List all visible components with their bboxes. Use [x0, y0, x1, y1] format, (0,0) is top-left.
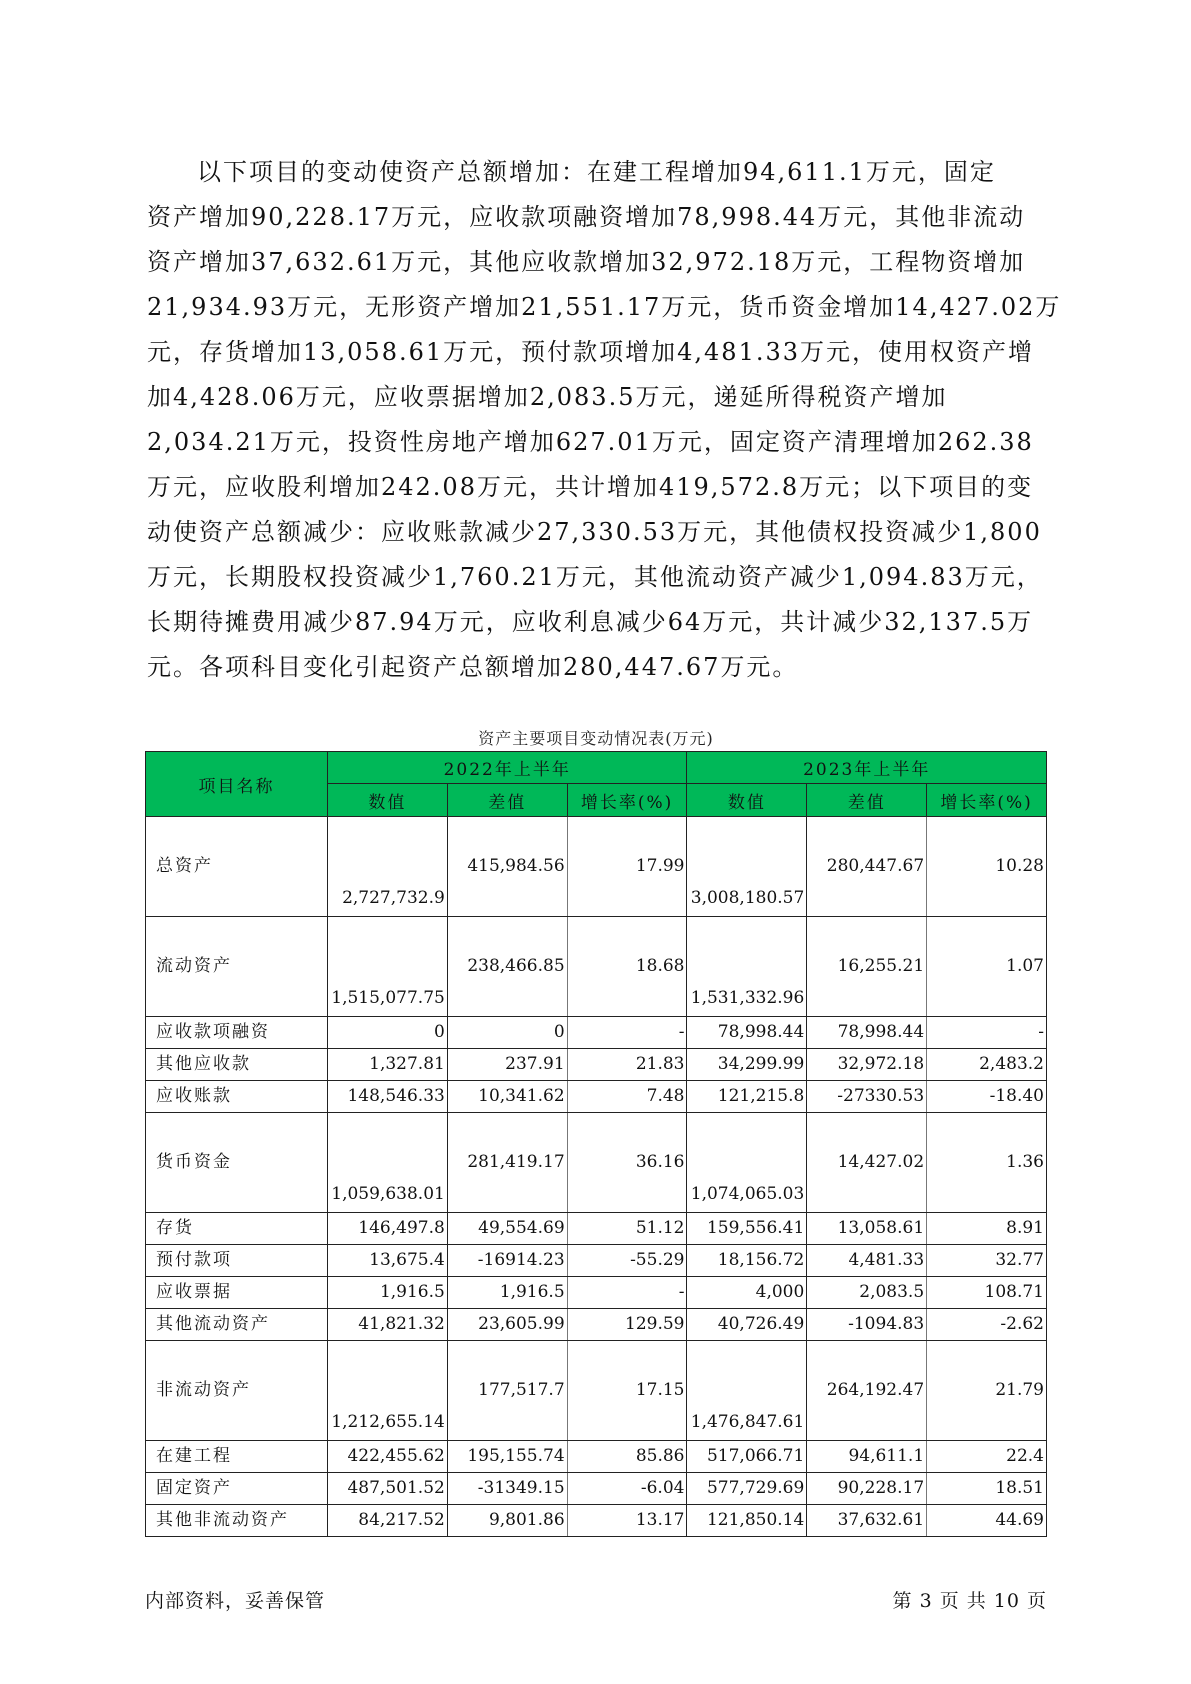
table-row [146, 1277, 1047, 1309]
cell-diff-2022: 49,554.69 [447, 1213, 567, 1245]
cell-diff-2023: 13,058.61 [807, 1213, 927, 1245]
cell-value-2023: 78,998.44 [687, 1017, 807, 1049]
row-item-name: 应收款项融资 [146, 1017, 328, 1049]
cell-value-2023: 517,066.71 [687, 1441, 807, 1473]
cell-value-2022: 487,501.52 [328, 1473, 448, 1505]
cell-diff-2022: 237.91 [447, 1049, 567, 1081]
cell-diff-2023: -27330.53 [807, 1081, 927, 1113]
row-item-name: 总资产 [146, 817, 328, 917]
cell-growth-2022: 7.48 [567, 1081, 687, 1113]
table-row [146, 1441, 1047, 1473]
cell-value-2022: 146,497.8 [328, 1213, 448, 1245]
cell-diff-2022: -31349.15 [447, 1473, 567, 1505]
table-row [146, 1473, 1047, 1505]
cell-value-2022: 1,059,638.01 [328, 1113, 448, 1213]
cell-diff-2023: 78,998.44 [807, 1017, 927, 1049]
cell-value-2023: 159,556.41 [687, 1213, 807, 1245]
cell-growth-2023: 32.77 [927, 1245, 1047, 1277]
table-row [146, 817, 1047, 917]
header-growth-2022: 增长率(%) [567, 784, 687, 817]
row-item-name: 应收票据 [146, 1277, 328, 1309]
cell-diff-2023: 16,255.21 [807, 917, 927, 1017]
paragraph-line: 资产增加90,228.17万元，应收款项融资增加78,998.44万元，其他非流动 [147, 203, 1026, 231]
paragraph-line: 资产增加37,632.61万元，其他应收款增加32,972.18万元，工程物资增加 [147, 248, 1026, 276]
cell-diff-2023: 32,972.18 [807, 1049, 927, 1081]
row-item-name: 其他应收款 [146, 1049, 328, 1081]
cell-value-2022: 1,327.81 [328, 1049, 448, 1081]
cell-diff-2022: -16914.23 [447, 1245, 567, 1277]
paragraph-line: 21,934.93万元，无形资产增加21,551.17万元，货币资金增加14,427.02万 [147, 293, 1062, 321]
paragraph-line: 以下项目的变动使资产总额增加：在建工程增加94,611.1万元，固定 [197, 158, 996, 186]
paragraph-line: 加4,428.06万元，应收票据增加2,083.5万元，递延所得税资产增加 [147, 383, 948, 411]
cell-diff-2023: 90,228.17 [807, 1473, 927, 1505]
cell-growth-2022: -6.04 [567, 1473, 687, 1505]
cell-growth-2022: 17.99 [567, 817, 687, 917]
table-row [146, 1245, 1047, 1277]
cell-value-2022: 2,727,732.9 [328, 817, 448, 917]
table-row [146, 1341, 1047, 1441]
table-row [146, 1309, 1047, 1341]
paragraph-line: 万元，长期股权投资减少1,760.21万元，其他流动资产减少1,094.83万元， [147, 563, 1043, 591]
cell-diff-2022: 415,984.56 [447, 817, 567, 917]
cell-value-2023: 1,476,847.61 [687, 1341, 807, 1441]
cell-diff-2022: 0 [447, 1017, 567, 1049]
table-row [146, 917, 1047, 1017]
cell-growth-2023: 1.36 [927, 1113, 1047, 1213]
cell-diff-2022: 23,605.99 [447, 1309, 567, 1341]
cell-diff-2023: 280,447.67 [807, 817, 927, 917]
cell-value-2023: 121,850.14 [687, 1505, 807, 1537]
table-caption: 资产主要项目变动情况表(万元) [478, 729, 714, 748]
cell-growth-2022: 21.83 [567, 1049, 687, 1081]
table-row [146, 1081, 1047, 1113]
cell-growth-2023: 108.71 [927, 1277, 1047, 1309]
cell-growth-2023: 10.28 [927, 817, 1047, 917]
table-row [146, 1505, 1047, 1537]
cell-growth-2022: - [567, 1017, 687, 1049]
row-item-name: 非流动资产 [146, 1341, 328, 1441]
row-item-name: 在建工程 [146, 1441, 328, 1473]
cell-growth-2022: 17.15 [567, 1341, 687, 1441]
cell-value-2022: 41,821.32 [328, 1309, 448, 1341]
cell-diff-2023: 14,427.02 [807, 1113, 927, 1213]
cell-growth-2023: 2,483.2 [927, 1049, 1047, 1081]
table-row [146, 1049, 1047, 1081]
cell-diff-2023: 37,632.61 [807, 1505, 927, 1537]
cell-value-2022: 1,212,655.14 [328, 1341, 448, 1441]
cell-diff-2023: 264,192.47 [807, 1341, 927, 1441]
cell-growth-2022: 85.86 [567, 1441, 687, 1473]
row-item-name: 存货 [146, 1213, 328, 1245]
cell-value-2022: 148,546.33 [328, 1081, 448, 1113]
cell-growth-2023: -2.62 [927, 1309, 1047, 1341]
cell-value-2022: 1,515,077.75 [328, 917, 448, 1017]
header-value-2022: 数值 [328, 784, 448, 817]
row-item-name: 固定资产 [146, 1473, 328, 1505]
cell-growth-2022: 36.16 [567, 1113, 687, 1213]
table-row [146, 1017, 1047, 1049]
footer-page-number: 第 3 页 共 10 页 [892, 1590, 1047, 1612]
cell-diff-2022: 1,916.5 [447, 1277, 567, 1309]
cell-growth-2023: 18.51 [927, 1473, 1047, 1505]
cell-growth-2022: 13.17 [567, 1505, 687, 1537]
header-item-name: 项目名称 [146, 752, 328, 817]
table-row [146, 1213, 1047, 1245]
cell-diff-2022: 195,155.74 [447, 1441, 567, 1473]
cell-value-2023: 1,531,332.96 [687, 917, 807, 1017]
cell-value-2022: 422,455.62 [328, 1441, 448, 1473]
cell-value-2022: 1,916.5 [328, 1277, 448, 1309]
cell-growth-2023: 22.4 [927, 1441, 1047, 1473]
cell-growth-2023: 44.69 [927, 1505, 1047, 1537]
header-period-2023: 2023年上半年 [687, 752, 1047, 784]
cell-growth-2023: 21.79 [927, 1341, 1047, 1441]
paragraph-line: 2,034.21万元，投资性房地产增加627.01万元，固定资产清理增加262.38 [147, 428, 1034, 456]
cell-growth-2023: 8.91 [927, 1213, 1047, 1245]
asset-change-table [145, 751, 1047, 1537]
cell-value-2023: 34,299.99 [687, 1049, 807, 1081]
header-period-2022: 2022年上半年 [328, 752, 687, 784]
paragraph-line: 元。各项科目变化引起资产总额增加280,447.67万元。 [147, 653, 799, 681]
header-value-2023: 数值 [687, 784, 807, 817]
table-row [146, 1113, 1047, 1213]
cell-diff-2023: 2,083.5 [807, 1277, 927, 1309]
cell-diff-2023: -1094.83 [807, 1309, 927, 1341]
cell-growth-2023: - [927, 1017, 1047, 1049]
cell-value-2023: 4,000 [687, 1277, 807, 1309]
cell-diff-2023: 94,611.1 [807, 1441, 927, 1473]
cell-growth-2022: - [567, 1277, 687, 1309]
cell-value-2022: 13,675.4 [328, 1245, 448, 1277]
cell-growth-2023: 1.07 [927, 917, 1047, 1017]
cell-growth-2022: 51.12 [567, 1213, 687, 1245]
cell-growth-2022: 18.68 [567, 917, 687, 1017]
cell-value-2023: 3,008,180.57 [687, 817, 807, 917]
cell-value-2023: 40,726.49 [687, 1309, 807, 1341]
cell-diff-2022: 281,419.17 [447, 1113, 567, 1213]
cell-growth-2022: -55.29 [567, 1245, 687, 1277]
cell-diff-2023: 4,481.33 [807, 1245, 927, 1277]
paragraph-line: 元，存货增加13,058.61万元，预付款项增加4,481.33万元，使用权资产增 [147, 338, 1035, 366]
cell-value-2022: 84,217.52 [328, 1505, 448, 1537]
header-growth-2023: 增长率(%) [927, 784, 1047, 817]
analysis-paragraph [147, 150, 1062, 690]
cell-value-2023: 577,729.69 [687, 1473, 807, 1505]
header-diff-2022: 差值 [447, 784, 567, 817]
row-item-name: 其他流动资产 [146, 1309, 328, 1341]
footer-confidential-note: 内部资料，妥善保管 [145, 1590, 326, 1612]
cell-diff-2022: 10,341.62 [447, 1081, 567, 1113]
cell-diff-2022: 177,517.7 [447, 1341, 567, 1441]
cell-growth-2023: -18.40 [927, 1081, 1047, 1113]
paragraph-line: 长期待摊费用减少87.94万元，应收利息减少64万元，共计减少32,137.5万 [147, 608, 1034, 636]
cell-value-2022: 0 [328, 1017, 448, 1049]
cell-value-2023: 1,074,065.03 [687, 1113, 807, 1213]
cell-value-2023: 121,215.8 [687, 1081, 807, 1113]
header-diff-2023: 差值 [807, 784, 927, 817]
row-item-name: 应收账款 [146, 1081, 328, 1113]
cell-diff-2022: 238,466.85 [447, 917, 567, 1017]
row-item-name: 流动资产 [146, 917, 328, 1017]
row-item-name: 其他非流动资产 [146, 1505, 328, 1537]
row-item-name: 预付款项 [146, 1245, 328, 1277]
cell-diff-2022: 9,801.86 [447, 1505, 567, 1537]
paragraph-line: 万元，应收股利增加242.08万元，共计增加419,572.8万元；以下项目的变 [147, 473, 1034, 501]
paragraph-line: 动使资产总额减少：应收账款减少27,330.53万元，其他债权投资减少1,800 [147, 518, 1042, 546]
row-item-name: 货币资金 [146, 1113, 328, 1213]
cell-growth-2022: 129.59 [567, 1309, 687, 1341]
table-body [146, 817, 1047, 1537]
cell-value-2023: 18,156.72 [687, 1245, 807, 1277]
